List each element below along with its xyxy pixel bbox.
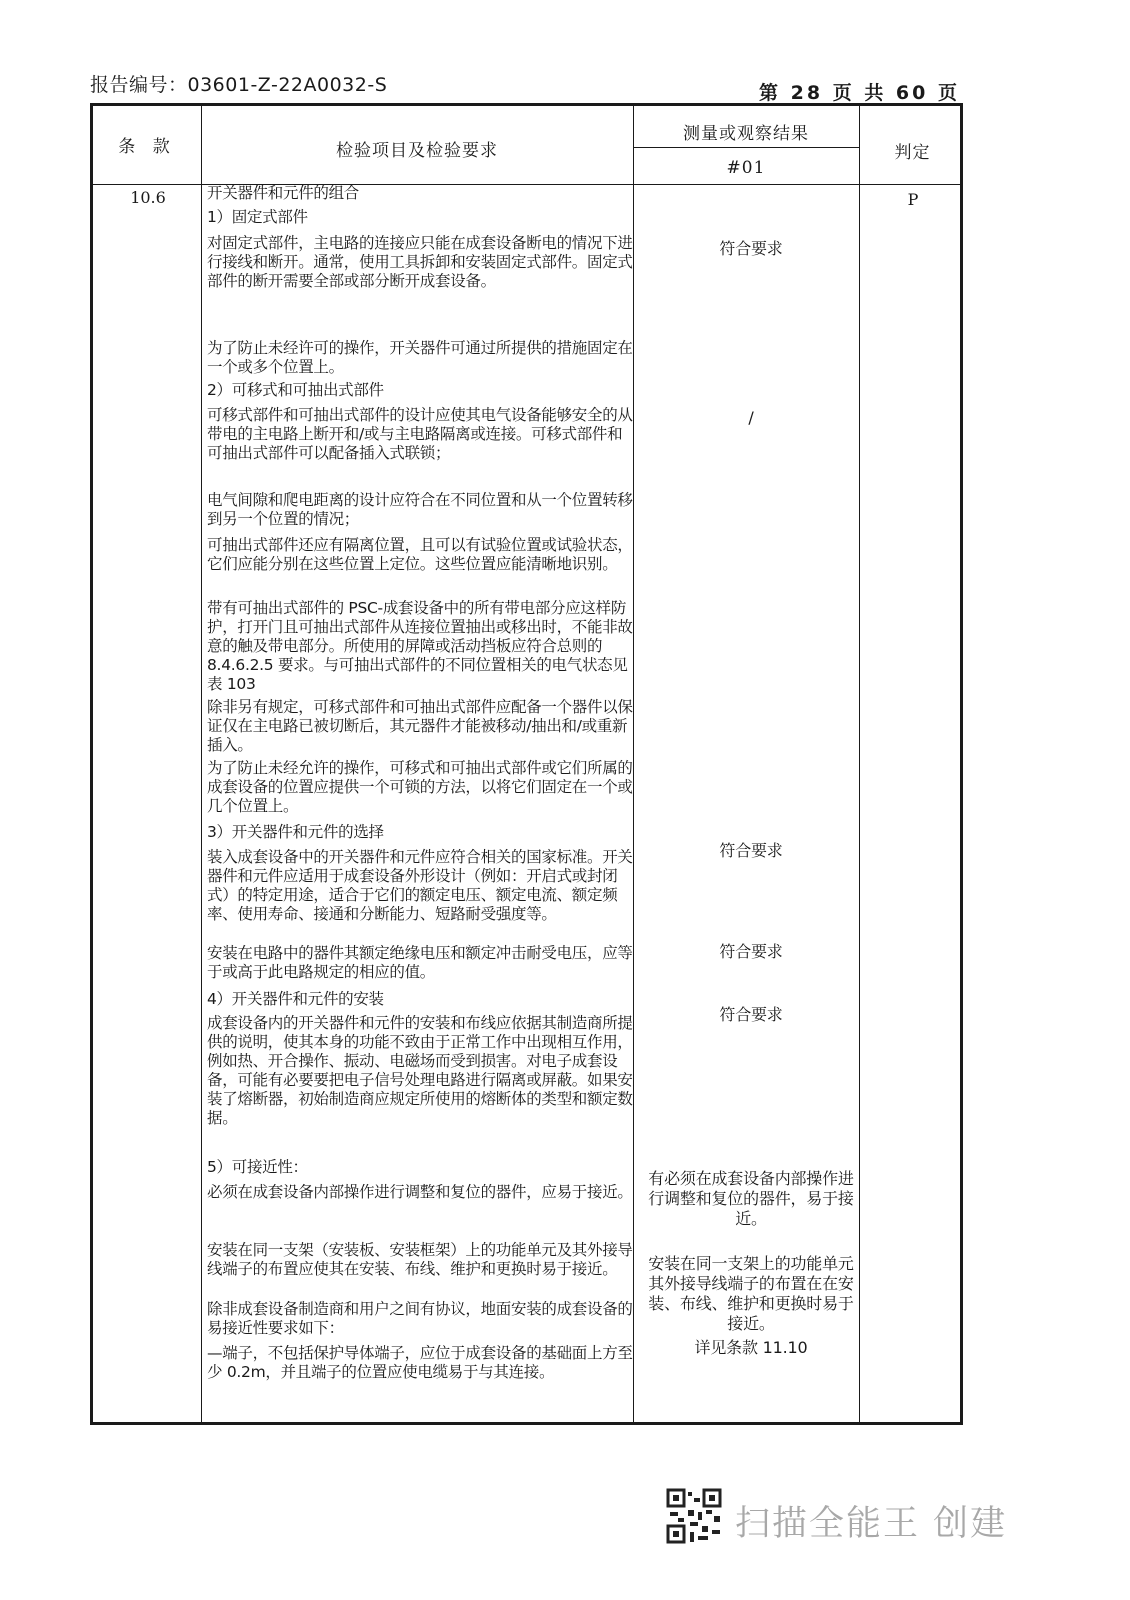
req-text: 为了防止未经允许的操作，可移式和可抽出式部件或它们所属的成套设备的位置应提供一个可锁的方法，以将它们固定在一个或几个位置上。 (207, 759, 633, 815)
header-result: 测量或观察结果 (683, 124, 809, 144)
req-text: 电气间隙和爬电距离的设计应符合在不同位置和从一个位置转移到另一个位置的情况； (207, 491, 633, 528)
req-text: 3）开关器件和元件的选择 (207, 823, 384, 841)
result-text: 安装在同一支架上的功能单元其外接导线端子的布置在在安装、布线、维护和更换时易于接近。 (648, 1254, 854, 1333)
header-item: 检验项目及检验要求 (336, 141, 498, 161)
req-text: 可移式部件和可抽出式部件的设计应使其电气设备能够安全的从带电的主电路上断开和/或与主电路隔离或连接。可移式部件和可抽出式部件可以配备插入式联锁； (207, 406, 633, 462)
col-divider (201, 106, 202, 1422)
result-text: 符合要求 (719, 1005, 783, 1024)
result-text: 符合要求 (719, 841, 783, 860)
req-text: 可抽出式部件还应有隔离位置，且可以有试验位置或试验状态，它们应能分别在这些位置上定位。这些位置应能清晰地识别。 (207, 536, 633, 573)
req-text: 2）可移式和可抽出式部件 (207, 381, 384, 399)
req-text: —端子，不包括保护导体端子，应位于成套设备的基础面上方至少 0.2m，并且端子的位置应使电缆易于与其连接。 (207, 1344, 633, 1381)
page-indicator: 第 28 页 共 60 页 (759, 82, 960, 104)
req-text: 1）固定式部件 (207, 208, 308, 226)
req-text: 带有可抽出式部件的 PSC-成套设备中的所有带电部分应这样防护，打开门且可抽出式部件从连接位置抽出或移出时，不能非故意的触及带电部分。所使用的屏障或活动挡板应符合总则的 8.4.6.2.5 要求。与可抽出式部件的不同位置相关的电气状态见表 103 (207, 599, 633, 693)
req-text: 安装在电路中的器件其额定绝缘电压和额定冲击耐受电压，应等于或高于此电路规定的相应的值。 (207, 944, 633, 981)
req-text: 5）可接近性： (207, 1158, 308, 1176)
req-text: 装入成套设备中的开关器件和元件应符合相关的国家标准。开关器件和元件应适用于成套设备外形设计（例如：开启式或封闭式）的特定用途，适合于它们的额定电压、额定电流、额定频率、使用寿命、接通和分断能力、短路耐受强度等。 (207, 848, 633, 923)
inspection-table (90, 103, 963, 1425)
req-text: 安装在同一支架（安装板、安装框架）上的功能单元及其外接导线端子的布置应使其在安装、布线、维护和更换时易于接近。 (207, 1241, 633, 1278)
result-text: 符合要求 (719, 239, 783, 258)
scanner-watermark: 扫描全能王 创建 (735, 1504, 1008, 1544)
req-text: 必须在成套设备内部操作进行调整和复位的器件，应易于接近。 (207, 1183, 633, 1201)
qr-code-icon (666, 1488, 722, 1544)
result-text: / (748, 408, 754, 427)
report-number: 报告编号：03601-Z-22A0032-S (90, 74, 388, 96)
req-text: 除非另有规定，可移式部件和可抽出式部件应配备一个器件以保证仅在主电路已被切断后，其元器件才能被移动/抽出和/或重新插入。 (207, 698, 633, 754)
req-text: 成套设备内的开关器件和元件的安装和布线应依据其制造商所提供的说明，使其本身的功能不致由于正常工作中出现相互作用，例如热、开合操作、振动、电磁场而受到损害。对电子成套设备，可能有必要要把电子信号处理电路进行隔离或屏蔽。如果安装了熔断器，初始制造商应规定所使用的熔断体的类型和额定数据。 (207, 1014, 633, 1127)
clause-number: 10.6 (130, 188, 166, 207)
req-text: 开关器件和元件的组合 (207, 184, 360, 202)
header-clause: 条 款 (118, 137, 176, 157)
req-text: 除非成套设备制造商和用户之间有协议，地面安装的成套设备的易接近性要求如下： (207, 1300, 633, 1337)
req-text: 为了防止未经许可的操作，开关器件可通过所提供的措施固定在一个或多个位置上。 (207, 339, 633, 376)
result-text: 详见条款 11.10 (694, 1338, 808, 1357)
header-verdict: 判定 (894, 143, 931, 163)
req-text: 4）开关器件和元件的安装 (207, 990, 384, 1008)
result-sub-rule (633, 147, 859, 148)
header-sample: #01 (726, 158, 766, 178)
verdict-value: P (907, 190, 919, 209)
result-text: 有必须在成套设备内部操作进行调整和复位的器件，易于接近。 (648, 1169, 854, 1228)
req-text: 对固定式部件，主电路的连接应只能在成套设备断电的情况下进行接线和断开。通常，使用工具拆卸和安装固定式部件。固定式部件的断开需要全部或部分断开成套设备。 (207, 234, 633, 290)
result-text: 符合要求 (719, 942, 783, 961)
